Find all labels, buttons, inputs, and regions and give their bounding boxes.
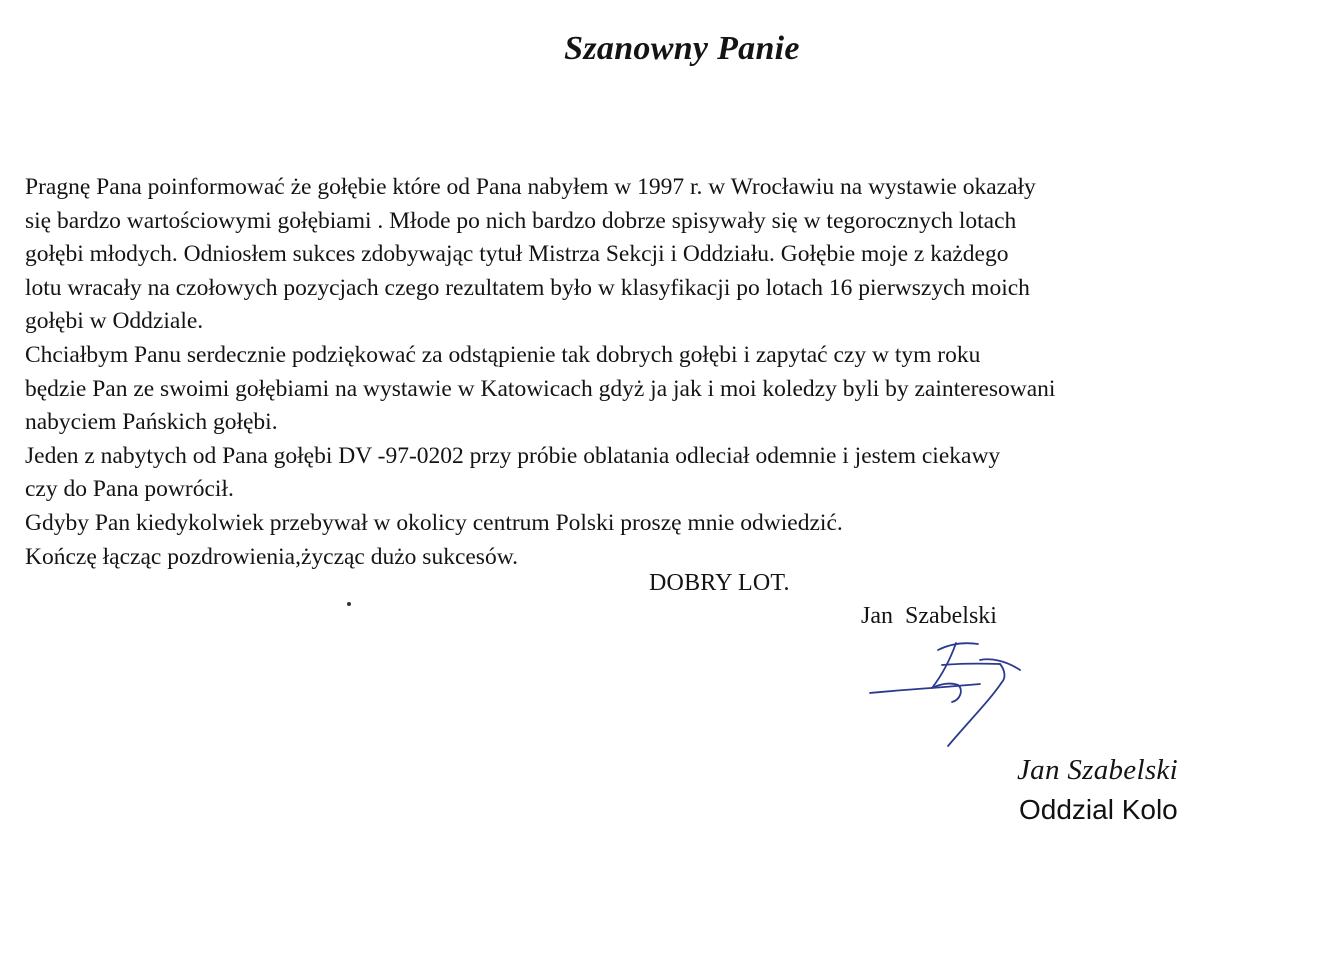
signer-name-typed: Jan Szabelski bbox=[861, 603, 997, 629]
body-line: Jeden z nabytych od Pana gołębi DV -97-0202 przy próbie oblatania odleciał odemnie i jestem ciekawy bbox=[25, 442, 1001, 469]
signer-name: Jan Szabelski bbox=[1017, 754, 1178, 786]
body-line: Pragnę Pana poinformować że gołębie które od Pana nabyłem w 1997 r. w Wrocławiu na wystawie okazały bbox=[25, 174, 1036, 200]
body-line: czy do Pana powrócił. bbox=[25, 476, 234, 503]
letter-title: Szanowny Panie bbox=[564, 30, 800, 67]
paper-speck bbox=[347, 602, 351, 606]
letter-body bbox=[25, 171, 1305, 574]
body-line: gołębi w Oddziale. bbox=[25, 308, 204, 335]
body-line: będzie Pan ze swoimi gołębiami na wystawie w Katowicach gdyż ja jak i moi koledzy byli by zainteresowani bbox=[25, 375, 1056, 402]
signer-branch: Oddzial Kolo bbox=[1019, 794, 1178, 825]
body-line: Chciałbym Panu serdecznie podziękować za odstąpienie tak dobrych gołębi i zapytać czy w tym roku bbox=[25, 341, 981, 368]
body-line: się bardzo wartościowymi gołębiami . Młode po nich bardzo dobrze spisywały się w tegorocznych lotach bbox=[25, 207, 1017, 234]
body-line: gołębi młodych. Odniosłem sukces zdobywając tytuł Mistrza Sekcji i Oddziału. Gołębie moje z każdego bbox=[25, 241, 1009, 268]
body-line: lotu wracały na czołowych pozycjach czego rezultatem było w klasyfikacji po lotach 16 pierwszych moich bbox=[25, 274, 1030, 301]
body-line: nabyciem Pańskich gołębi. bbox=[25, 409, 278, 436]
body-line: Kończę łącząc pozdrowienia,życząc dużo sukcesów. bbox=[25, 543, 519, 570]
body-line: Gdyby Pan kiedykolwiek przebywał w okolicy centrum Polski proszę mnie odwiedzić. bbox=[25, 509, 843, 536]
handwritten-signature bbox=[860, 630, 1040, 755]
closing-phrase: DOBRY LOT. bbox=[649, 570, 790, 596]
